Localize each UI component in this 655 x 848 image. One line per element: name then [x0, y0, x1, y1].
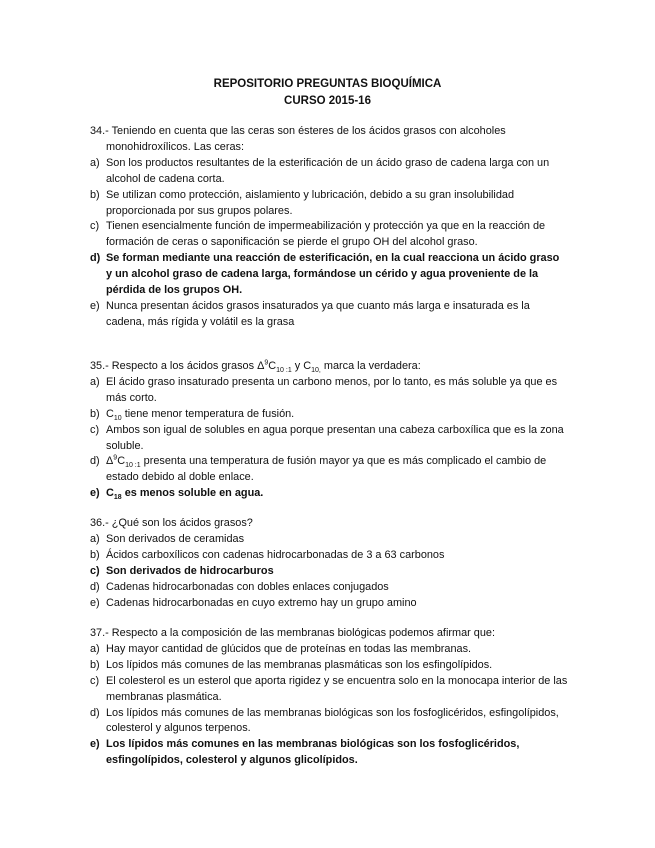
option-text: Se forman mediante una reacción de esterificación, en la cual reacciona un ácido graso y un alcohol graso de cadena larga, formándose un cérido y agua proveniente de la pérdida de los grupos OH. — [106, 252, 560, 297]
superscript: 9 — [264, 359, 269, 367]
option-letter: d) — [90, 455, 100, 468]
document-title: REPOSITORIO PREGUNTAS BIOQUÍMICA — [213, 78, 442, 90]
question-37-option-c — [90, 674, 568, 706]
question-35-option-c — [90, 423, 568, 455]
option-letter: b) — [90, 188, 100, 201]
delta-symbol: Δ — [257, 360, 265, 372]
option-body: presenta una temperatura de fusión mayor ya que es más complicado el cambio de estado debido al doble enlace. — [106, 455, 547, 484]
option-letter: d) — [90, 252, 101, 265]
option-letter: a) — [90, 532, 100, 545]
subscript: 18 — [113, 494, 122, 502]
option-text: Son derivados de ceramidas — [106, 532, 245, 545]
option-body: es menos soluble en agua. — [124, 487, 264, 500]
option-text — [106, 407, 568, 423]
option-letter: e) — [90, 596, 100, 609]
question-34-stem: 34.- Teniendo en cuenta que las ceras son ésteres de los ácidos grasos con alcoholes monohidroxílicos. Las ceras: — [90, 125, 506, 153]
question-36-option-d — [90, 580, 568, 596]
question-37-option-b — [90, 658, 568, 674]
option-text: Ácidos carboxílicos con cadenas hidrocarbonadas de 3 a 63 carbonos — [106, 548, 445, 561]
carbon-symbol: C — [117, 455, 126, 468]
option-letter: c) — [90, 674, 100, 687]
option-text: Son los productos resultantes de la esterificación de un ácido graso de cadena larga con un alcohol de cadena corta. — [106, 156, 550, 185]
carbon-symbol: C — [268, 360, 277, 372]
question-35-option-a — [90, 375, 568, 407]
question-36 — [90, 516, 568, 611]
option-text — [106, 486, 568, 502]
option-text: Cadenas hidrocarbonadas en cuyo extremo hay un grupo amino — [106, 596, 417, 609]
carbon-symbol: C — [106, 407, 114, 420]
option-text — [106, 454, 568, 486]
question-34-option-e — [90, 299, 568, 331]
option-letter: b) — [90, 407, 100, 420]
subscript: 10, — [311, 367, 321, 375]
question-35-option-b — [90, 407, 568, 423]
subscript: 10 — [113, 414, 122, 422]
question-34-option-b — [90, 188, 568, 220]
document-header — [0, 76, 655, 110]
option-body: tiene menor temperatura de fusión. — [124, 407, 295, 420]
option-text: El colesterol es un esterol que aporta rigidez y se encuentra solo en la monocapa interior de las membranas plasmática. — [106, 674, 568, 703]
option-letter: e) — [90, 487, 100, 500]
option-text: El ácido graso insaturado presenta un carbono menos, por lo tanto, es más soluble ya que es más corto. — [106, 375, 558, 404]
option-text: Tienen esencialmente función de impermeabilización y protección ya que en la reacción de formación de ceras o saponificación se pierde el grupo OH del alcohol graso. — [106, 220, 546, 249]
carbon-symbol: C — [106, 487, 114, 500]
question-36-option-a — [90, 532, 568, 548]
question-35-stem — [90, 359, 568, 375]
option-text: Cadenas hidrocarbonadas con dobles enlaces conjugados — [106, 580, 389, 593]
option-text: Los lípidos más comunes en las membranas biológicas son los fosfoglicéridos, esfingolípidos, colesterol y algunos glicolípidos. — [106, 738, 520, 767]
question-36-stem: 36.- ¿Qué son los ácidos grasos? — [90, 517, 253, 529]
subscript: 10 :1 — [125, 462, 141, 470]
course-label: CURSO 2015-16 — [284, 95, 371, 107]
question-35 — [90, 359, 568, 502]
option-text: Hay mayor cantidad de glúcidos que de proteínas en todas las membranas. — [106, 642, 472, 655]
question-34-option-c — [90, 219, 568, 251]
question-36-option-e — [90, 596, 568, 612]
question-37 — [90, 626, 568, 769]
conjunction: y — [294, 360, 301, 372]
option-letter: c) — [90, 564, 100, 577]
stem-text: marca la verdadera: — [323, 360, 421, 372]
option-letter: d) — [90, 706, 100, 719]
question-35-option-d — [90, 454, 568, 486]
question-37-stem: 37.- Respecto a la composición de las membranas biológicas podemos afirmar que: — [90, 627, 495, 639]
stem-text: 35.- Respecto a los ácidos grasos — [90, 360, 255, 372]
question-34-option-d-correct — [90, 251, 568, 299]
question-37-option-e-correct — [90, 737, 568, 769]
carbon-symbol: C — [303, 360, 312, 372]
option-letter: d) — [90, 580, 100, 593]
question-37-option-d — [90, 706, 568, 738]
question-36-option-b — [90, 548, 568, 564]
option-letter: a) — [90, 375, 100, 388]
superscript: 9 — [113, 454, 118, 462]
option-text: Nunca presentan ácidos grasos insaturados ya que cuanto más larga e insaturada es la cadena, más rígida y volátil es la grasa — [106, 299, 530, 328]
question-37-option-a — [90, 642, 568, 658]
option-text: Ambos son igual de solubles en agua porque presentan una cabeza carboxílica que es la zona soluble. — [106, 423, 564, 452]
option-letter: b) — [90, 548, 100, 561]
delta-symbol: Δ — [106, 455, 114, 468]
subscript: 10 :1 — [276, 367, 292, 375]
option-letter: a) — [90, 156, 100, 169]
option-letter: e) — [90, 299, 100, 312]
option-text: Son derivados de hidrocarburos — [106, 564, 274, 577]
option-letter: c) — [90, 423, 100, 436]
question-35-option-e-correct — [90, 486, 568, 502]
option-text: Los lípidos más comunes de las membranas plasmáticas son los esfingolípidos. — [106, 658, 493, 671]
question-34 — [90, 124, 568, 331]
option-letter: e) — [90, 738, 100, 751]
option-text: Se utilizan como protección, aislamiento y lubricación, debido a su gran insolubilidad proporcionada por sus grupos polares. — [106, 188, 515, 217]
question-34-option-a — [90, 156, 568, 188]
question-36-option-c-correct — [90, 564, 568, 580]
option-letter: b) — [90, 658, 100, 671]
option-letter: a) — [90, 642, 100, 655]
option-letter: c) — [90, 220, 100, 233]
option-text: Los lípidos más comunes de las membranas biológicas son los fosfoglicéridos, esfingolípidos, colesterol y algunos terpenos. — [106, 706, 559, 735]
